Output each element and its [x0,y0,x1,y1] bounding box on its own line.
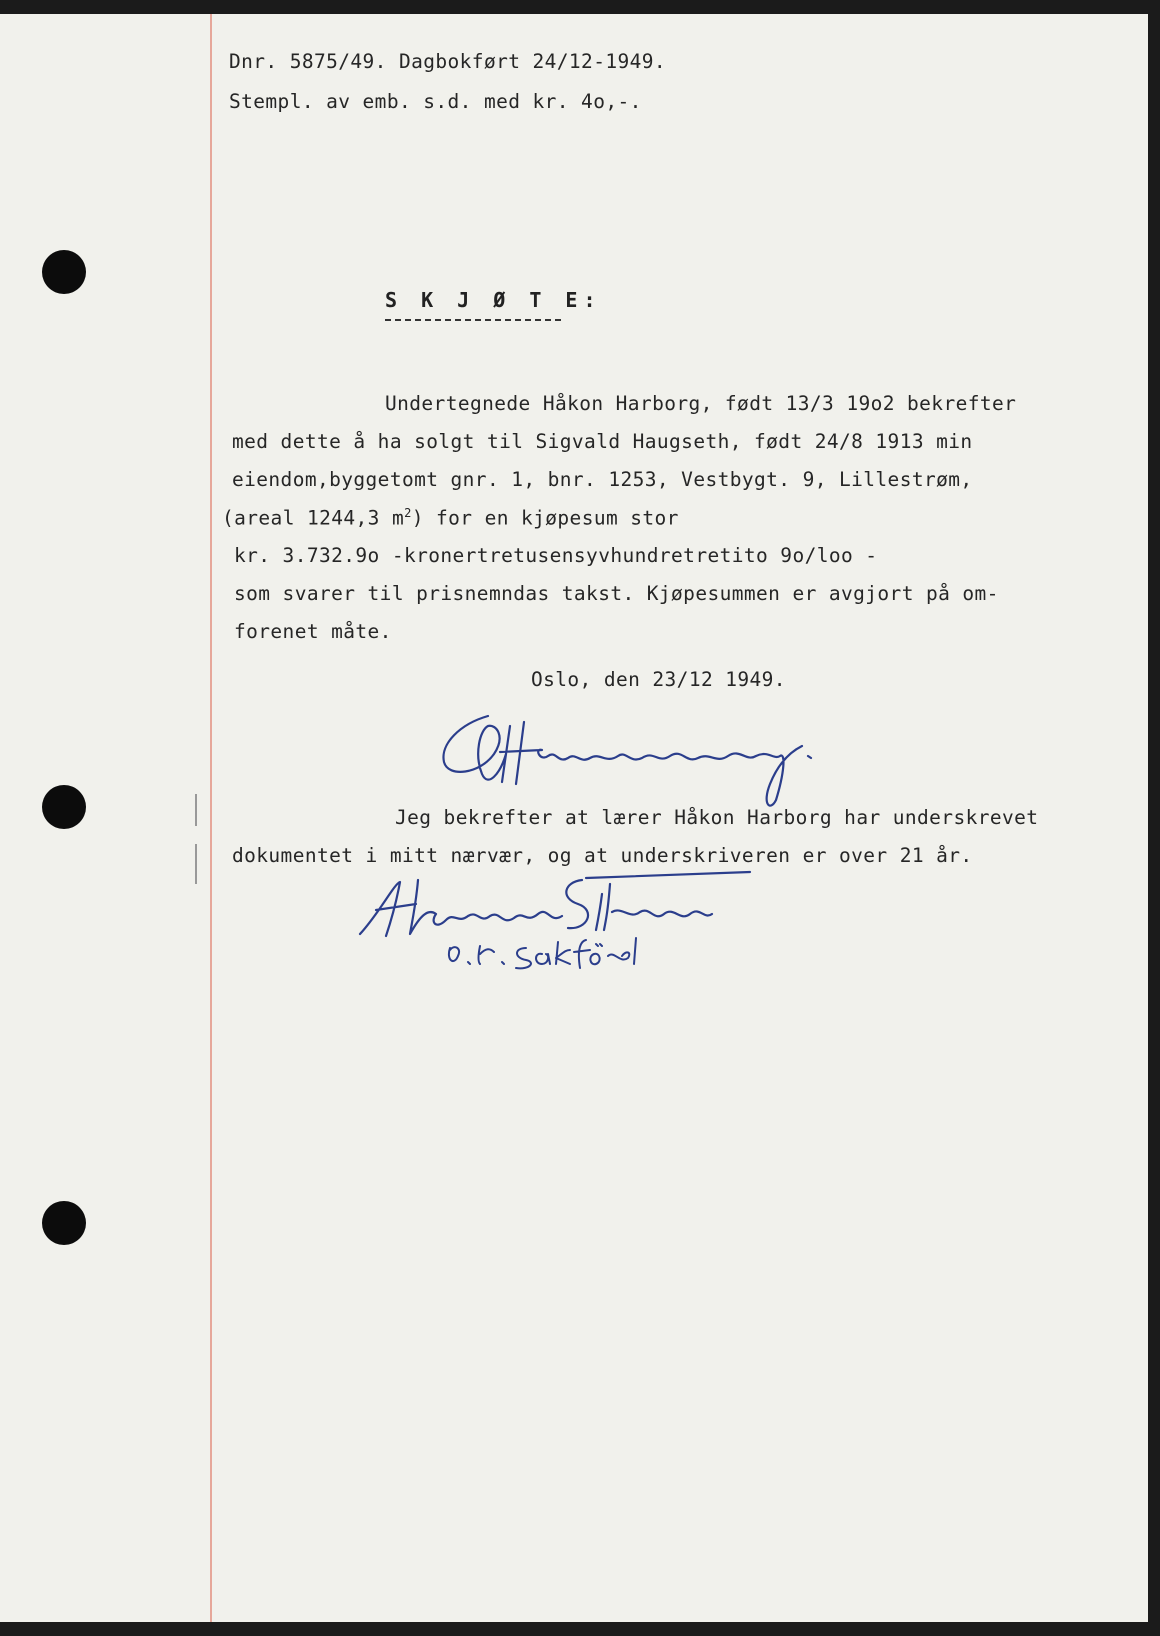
stamp-duty-line: Stempl. av emb. s.d. med kr. 4o,-. [229,90,642,113]
punch-hole-top [42,250,86,294]
margin-mark [195,844,197,884]
punch-hole-middle [42,785,86,829]
body-line: med dette å ha solgt til Sigvald Haugseth, født 24/8 1913 min [232,430,973,453]
body-line: eiendom,byggetomt gnr. 1, bnr. 1253, Vestbygt. 9, Lillestrøm, [232,468,973,491]
place-date: Oslo, den 23/12 1949. [531,668,786,691]
witness-signature [350,864,770,974]
journal-number-line: Dnr. 5875/49. Dagbokført 24/12-1949. [229,50,667,73]
body-line: som svarer til prisnemndas takst. Kjøpesummen er avgjort på om- [234,582,999,605]
attestation-line: dokumentet i mitt nærvær, og at underskriveren er over 21 år. [232,844,973,867]
margin-rule [210,14,212,1622]
body-line: Undertegnede Håkon Harborg, født 13/3 19o2 bekrefter [385,392,1017,415]
body-line-area [222,506,679,530]
document-title: S K J Ø T E: [385,288,602,312]
punch-hole-bottom [42,1201,86,1245]
title-underline [385,319,561,321]
attestation-line: Jeg bekrefter at lærer Håkon Harborg har underskrevet [395,806,1039,829]
body-line: kr. 3.732.9o -kronertretusensyvhundretretito 9o/loo - [234,544,878,567]
price-intro-text: ) for en kjøpesum stor [411,506,679,530]
margin-mark [195,794,197,826]
body-line: forenet måte. [234,620,392,643]
area-superscript: 2 [404,506,412,520]
area-text: (areal 1244,3 m [222,506,405,530]
document-page [0,14,1148,1622]
seller-signature [430,704,870,814]
